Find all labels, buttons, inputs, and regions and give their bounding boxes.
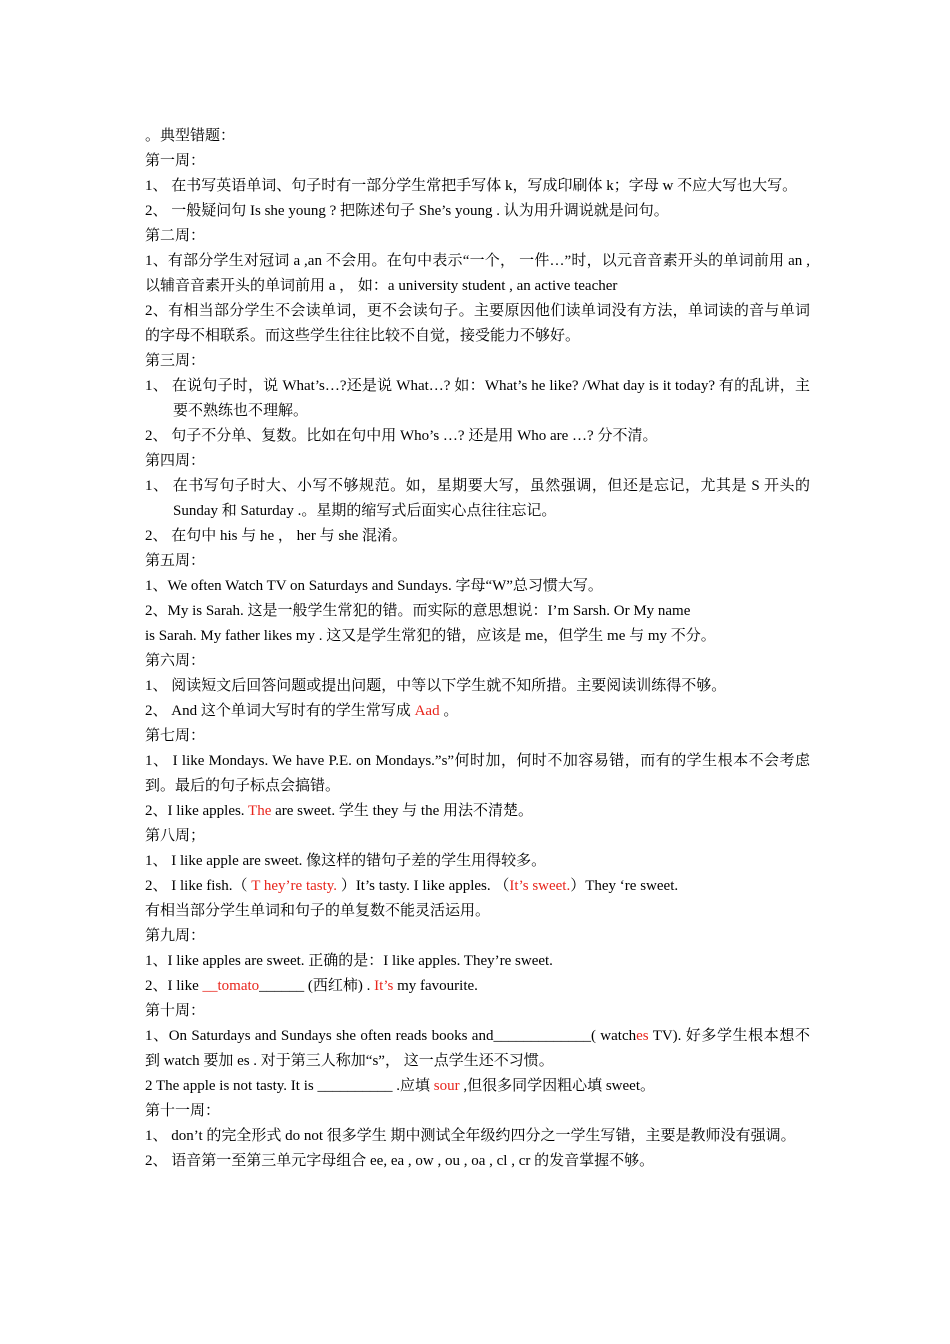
document-body bbox=[145, 124, 810, 1174]
week5-item1: 1、We often Watch TV on Saturdays and Sundays. 字母“W”总习惯大写。 bbox=[145, 578, 603, 594]
week10-item2-text-b: ,但很多同学因粗心填 sweet。 bbox=[459, 1078, 655, 1094]
week9-item1: 1、I like apples are sweet. 正确的是：I like apples. They’re sweet. bbox=[145, 953, 553, 969]
week9-item2-answer: __tomato bbox=[202, 978, 260, 994]
week2-item1: 1、有部分学生对冠词 a ,an 不会用。在句中表示“一个， 一件…”时，以元音音素开头的单词前用 an , 以辅音音素开头的单词前用 a ， 如：a university student , an active teacher bbox=[145, 253, 810, 294]
week2-heading: 第二周： bbox=[145, 228, 206, 244]
week1-heading: 第一周： bbox=[145, 153, 206, 169]
week8-heading: 第八周； bbox=[145, 828, 206, 844]
week5-heading: 第五周： bbox=[145, 553, 206, 569]
week10-item1-suffix: es bbox=[636, 1028, 649, 1044]
week9-item2-text-c: my favourite. bbox=[393, 978, 478, 994]
week11-item1: 1、 don’t 的完全形式 do not 很多学生 期中测试全年级约四分之一学生写错，主要是教师没有强调。 bbox=[145, 1128, 796, 1144]
week7-item1: 1、 I like Mondays. We have P.E. on Mondays.”s”何时加，何时不加容易错，而有的学生根本不会考虑到。最后的句子标点会搞错。 bbox=[145, 753, 810, 794]
week7-item2 bbox=[145, 799, 810, 824]
week9-item2-text-b: (西红柿) . bbox=[304, 978, 375, 994]
week6-item2-text: 2、 And 这个单词大写时有的学生常写成 bbox=[145, 703, 415, 719]
week6-item2-end: 。 bbox=[439, 703, 459, 719]
week8-item1: 1、 I like apple are sweet. 像这样的错句子差的学生用得较多。 bbox=[145, 853, 547, 869]
week8-item2-text-c: ）They ‘re sweet. bbox=[570, 878, 679, 894]
week4-item2: 2、 在句中 his 与 he ， her 与 she 混淆。 bbox=[145, 528, 408, 544]
week8-item2-answer2: It’s sweet. bbox=[509, 878, 571, 894]
week2-item2: 2、有相当部分学生不会读单词，更不会读句子。主要原因他们读单词没有方法，单词读的音与单词的字母不相联系。而这些学生往往比较不自觉，接受能力不够好。 bbox=[145, 303, 810, 344]
week8-item2-answer1: T hey’re tasty. bbox=[251, 878, 338, 894]
week1-item1: 1、 在书写英语单词、句子时有一部分学生常把手写体 k，写成印刷体 k；字母 w 不应大写也大写。 bbox=[145, 178, 798, 194]
week5-item2-line2: is Sarah. My father likes my . 这又是学生常犯的错，应该是 me，但学生 me 与 my 不分。 bbox=[145, 628, 716, 644]
week10-item2-text-a: 2 The apple is not tasty. It is __________ .应填 bbox=[145, 1078, 434, 1094]
week6-item1: 1、 阅读短文后回答问题或提出问题，中等以下学生就不知所措。主要阅读训练得不够。 bbox=[145, 678, 727, 694]
week10-heading: 第十周： bbox=[145, 1003, 206, 1019]
week10-item2-answer: sour bbox=[433, 1078, 460, 1094]
week9-item2-blank: ______ bbox=[259, 978, 305, 994]
week5-item2-line1: 2、My is Sarah. 这是一般学生常犯的错。而实际的意思想说：I’m Sarsh. Or My name bbox=[145, 603, 691, 619]
week10-item2 bbox=[145, 1074, 810, 1099]
week7-item2-text: 2、I like apples. bbox=[145, 803, 249, 819]
week7-item2-error: The bbox=[248, 803, 272, 819]
week7-item2-end: are sweet. 学生 they 与 the 用法不清楚。 bbox=[271, 803, 533, 819]
week3-heading: 第三周： bbox=[145, 353, 206, 369]
week9-item2 bbox=[145, 974, 810, 999]
week4-item1: 1、 在书写句子时大、小写不够规范。如，星期要大写，虽然强调，但还是忘记，尤其是 S 开头的 Sunday 和 Saturday .。星期的缩写式后面实心点往往忘记。 bbox=[145, 478, 810, 519]
week9-item2-answer2: It’s bbox=[374, 978, 394, 994]
week3-item1: 1、 在说句子时，说 What’s…?还是说 What…? 如：What’s he like? /What day is it today? 有的乱讲，主要不熟练也不理解。 bbox=[145, 378, 810, 419]
week3-item2: 2、 句子不分单、复数。比如在句中用 Who’s …? 还是用 Who are …? 分不清。 bbox=[145, 428, 658, 444]
week6-item2-error: Aad bbox=[414, 703, 440, 719]
week9-heading: 第九周： bbox=[145, 928, 206, 944]
week10-item1 bbox=[145, 1024, 810, 1074]
week4-heading: 第四周： bbox=[145, 453, 206, 469]
week7-heading: 第七周： bbox=[145, 728, 206, 744]
week9-item2-text-a: 2、I like bbox=[145, 978, 203, 994]
week8-item2 bbox=[145, 874, 810, 899]
week6-heading: 第六周： bbox=[145, 653, 206, 669]
week6-item2 bbox=[145, 699, 810, 724]
week10-item1-text-a: 1、On Saturdays and Sundays she often reads books and_____________( watch bbox=[145, 1028, 637, 1044]
week8-note: 有相当部分学生单词和句子的单复数不能灵活运用。 bbox=[145, 903, 491, 919]
week1-item2: 2、 一般疑问句 Is she young ? 把陈述句子 She’s young . 认为用升调说就是问句。 bbox=[145, 203, 669, 219]
week8-item2-text-a: 2、 I like fish.（ bbox=[145, 878, 252, 894]
week8-item2-text-b: ）It’s tasty. I like apples. （ bbox=[337, 878, 510, 894]
week11-heading: 第十一周： bbox=[145, 1103, 221, 1119]
week10-item1-text-b: TV). 好多学生根本想不到 watch 要加 es . 对于第三人称加“s”， 这一点学生还不习惯。 bbox=[145, 1028, 810, 1069]
week11-item2: 2、 语音第一至第三单元字母组合 ee, ea , ow , ou , oa , cl , cr 的发音掌握不够。 bbox=[145, 1153, 655, 1169]
intro-title: 。典型错题： bbox=[145, 128, 236, 144]
